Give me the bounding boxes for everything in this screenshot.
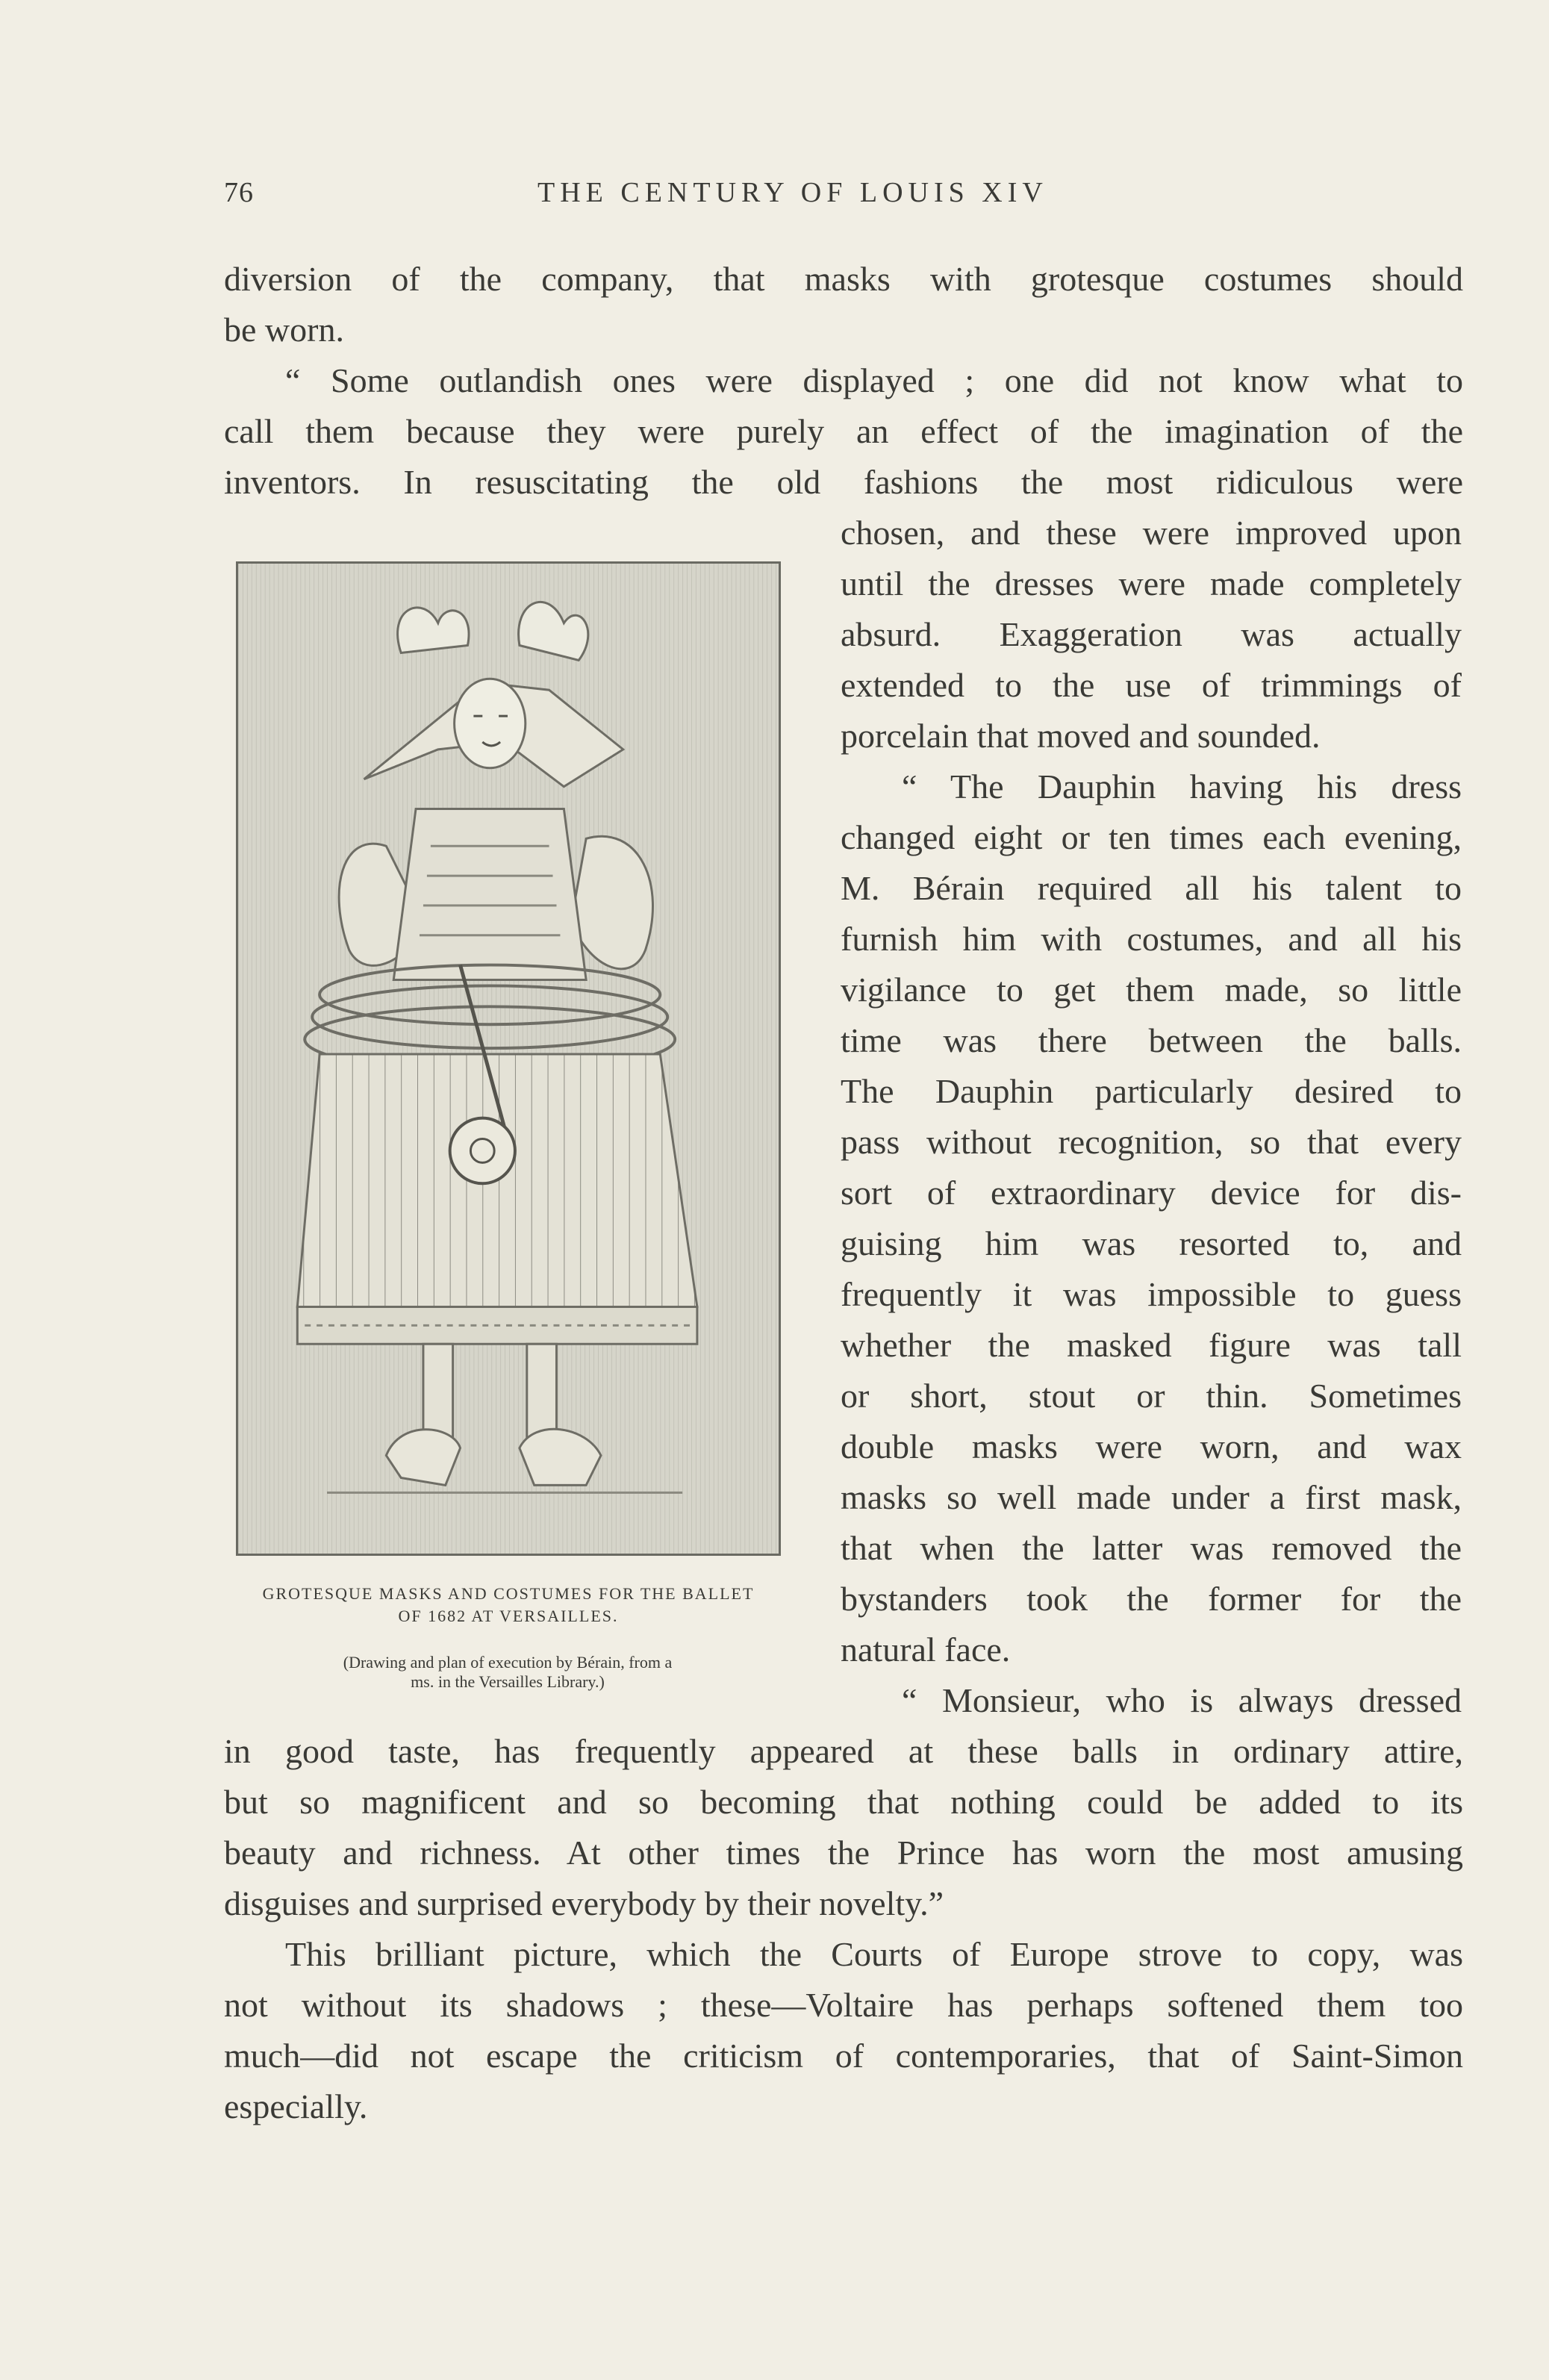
body-line: especially.	[224, 2087, 368, 2125]
body-line: porcelain that moved and sounded.	[841, 717, 1321, 755]
body-line: guising him was resorted to, and	[841, 1224, 1462, 1262]
body-line: “ The Dauphin having his dress	[902, 767, 1462, 806]
body-line: in good taste, has frequently appeared at these balls in ordinary attire,	[224, 1732, 1463, 1770]
body-line: call them because they were purely an effect of the imagination of the	[224, 412, 1463, 450]
body-line: “ Monsieur, who is always dressed	[902, 1681, 1462, 1719]
body-line: that when the latter was removed the	[841, 1529, 1462, 1567]
figure-source-note	[246, 1653, 769, 1692]
figure-caption	[236, 1583, 781, 1627]
body-line: or short, stout or thin. Sometimes	[841, 1377, 1462, 1415]
body-line: diversion of the company, that masks with grotesque costumes should	[224, 260, 1463, 298]
running-head: THE CENTURY OF LOUIS XIV	[537, 177, 1048, 208]
body-line: chosen, and these were improved upon	[841, 514, 1462, 552]
body-line: frequently it was impossible to guess	[841, 1275, 1462, 1313]
body-line: beauty and richness. At other times the Prince has worn the most amusing	[224, 1834, 1463, 1872]
costume-engraving	[238, 564, 779, 1554]
body-line: furnish him with costumes, and all his	[841, 920, 1462, 958]
body-line: not without its shadows ; these—Voltaire has perhaps softened them too	[224, 1986, 1463, 2024]
page-number: 76	[224, 177, 254, 208]
body-line: bystanders took the former for the	[841, 1580, 1462, 1618]
body-line: inventors. In resuscitating the old fashions the most ridiculous were	[224, 463, 1463, 501]
body-line: masks so well made under a first mask,	[841, 1478, 1462, 1516]
body-line: M. Bérain required all his talent to	[841, 869, 1462, 907]
caption-line: GROTESQUE MASKS AND COSTUMES FOR THE BALLET	[262, 1584, 755, 1603]
costume-illustration	[236, 561, 781, 1556]
body-line: extended to the use of trimmings of	[841, 666, 1462, 704]
body-line: vigilance to get them made, so little	[841, 971, 1462, 1009]
body-line: until the dresses were made completely	[841, 564, 1462, 602]
body-line: The Dauphin particularly desired to	[841, 1072, 1462, 1110]
body-line: be worn.	[224, 311, 344, 349]
body-line: double masks were worn, and wax	[841, 1427, 1462, 1465]
body-line: pass without recognition, so that every	[841, 1123, 1462, 1161]
body-line: natural face.	[841, 1630, 1011, 1669]
body-line: much—did not escape the criticism of contemporaries, that of Saint-Simon	[224, 2037, 1463, 2075]
body-line: but so magnificent and so becoming that nothing could be added to its	[224, 1783, 1463, 1821]
body-line: sort of extraordinary device for dis-	[841, 1174, 1462, 1212]
body-line: This brilliant picture, which the Courts of Europe strove to copy, was	[285, 1935, 1463, 1973]
body-line: changed eight or ten times each evening,	[841, 818, 1462, 856]
note-line: ms. in the Versailles Library.)	[411, 1672, 605, 1691]
body-line: time was there between the balls.	[841, 1021, 1462, 1059]
body-line: “ Some outlandish ones were displayed ; one did not know what to	[285, 361, 1463, 399]
body-line: absurd. Exaggeration was actually	[841, 615, 1462, 653]
body-line: disguises and surprised everybody by their novelty.”	[224, 1884, 944, 1922]
caption-line: OF 1682 AT VERSAILLES.	[398, 1607, 619, 1625]
body-line: whether the masked figure was tall	[841, 1326, 1462, 1364]
note-line: (Drawing and plan of execution by Bérain, from a	[343, 1653, 673, 1672]
